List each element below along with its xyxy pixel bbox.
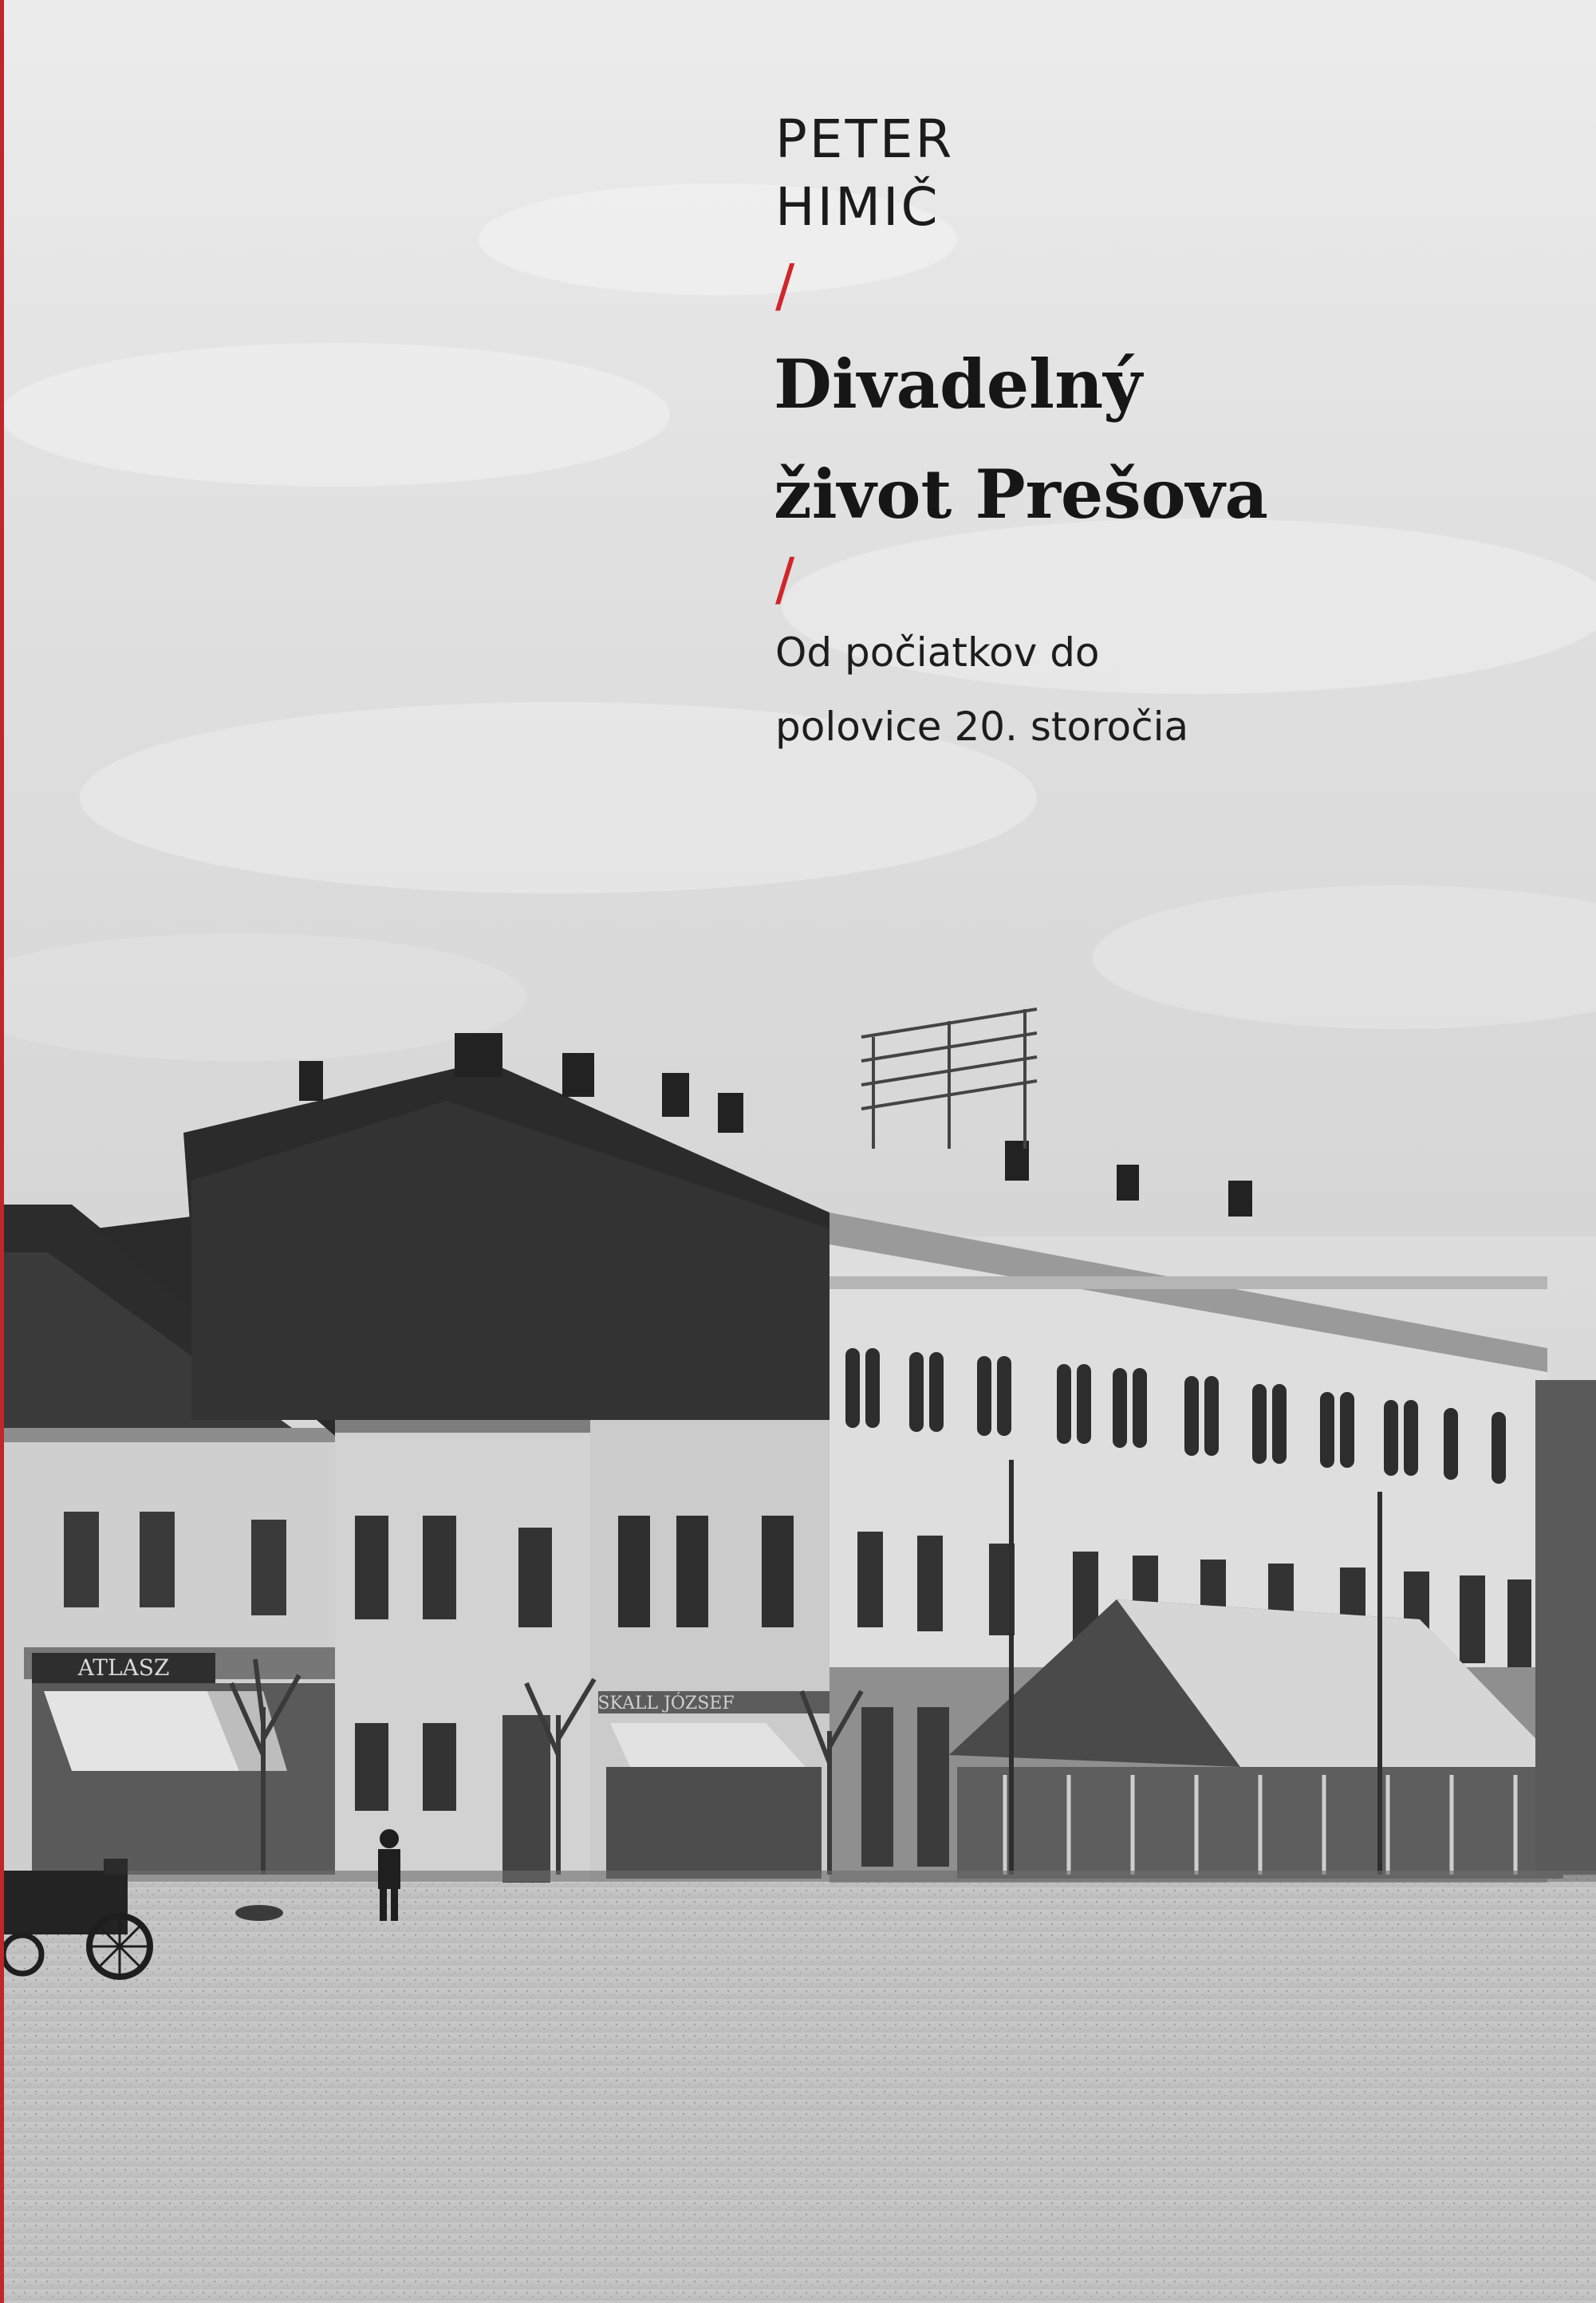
book-title-line-1: Divadelný (774, 345, 1142, 424)
shop-sign-skall: SKALL JÓZSEF (597, 1694, 735, 1713)
subtitle-line-2: polovice 20. storočia (775, 704, 1189, 750)
town-square-ground (0, 1859, 1596, 2303)
author-last-name: HIMIČ (775, 176, 940, 238)
building-right-edge (1535, 1380, 1596, 1875)
red-slash-separator-2: / (775, 546, 795, 613)
shop-sign-atlasz: ATLASZ (77, 1654, 170, 1681)
subtitle-line-1: Od počiatkov do (775, 629, 1100, 676)
red-slash-separator: / (775, 252, 795, 319)
building-middle (590, 1404, 830, 1883)
author-first-name: PETER (775, 108, 955, 170)
red-spine-edge (0, 0, 4, 2303)
ground-object (235, 1905, 283, 1921)
book-title-line-2: život Prešova (774, 455, 1268, 534)
